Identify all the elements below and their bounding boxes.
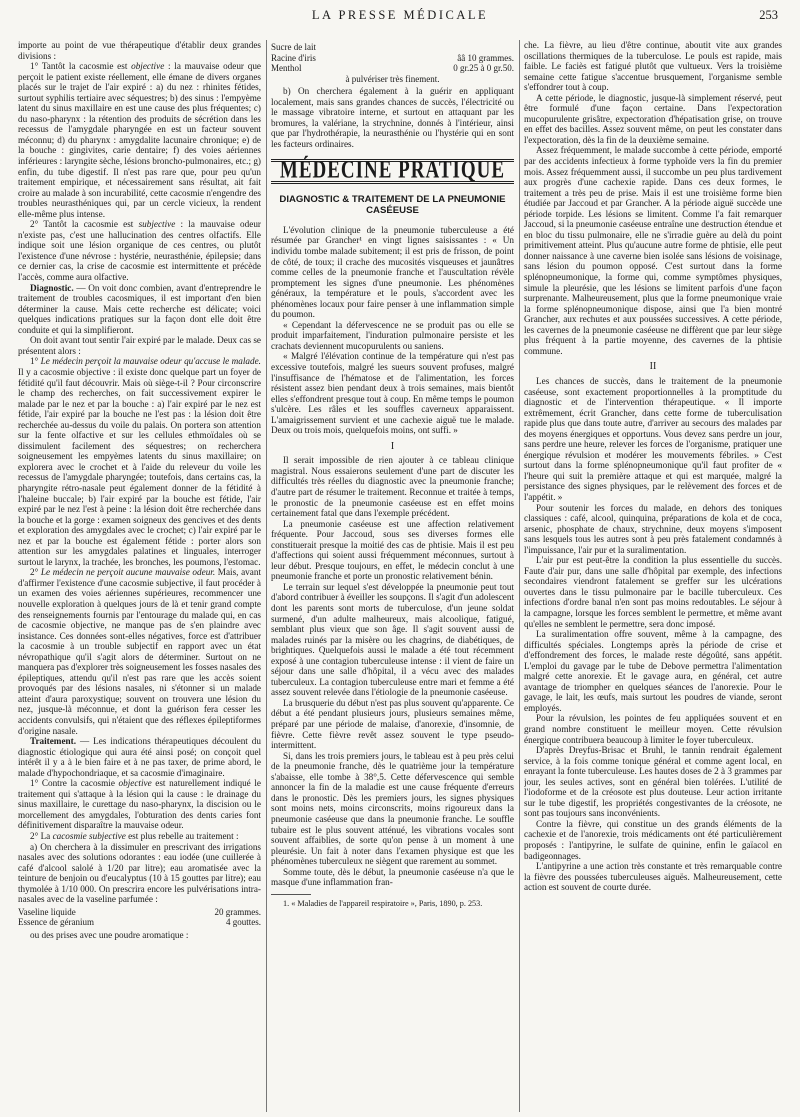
paragraph: La brusquerie du début n'est pas plus souvent qu'apparente. Ce début a été pendant plusieurs jours, plusieurs semaines même, préparé par une période de malaise, d'anorexie, d'insomnie, de fièvre. Cette fièvre revêt assez souvent le type pseudo-intermittent. bbox=[271, 697, 514, 751]
paragraph: Assez fréquemment, le malade succombe à cette période, emporté par des accidents infectieux à forme typhoïde vers la fin du premier mois. Assez fréquemment aussi, il succombe un peu plus tardivement aux progrès d'une cachexie rapide. Dans ces deux formes, le traitement a très peu de prise. Mais il est une troisième forme bien étudiée par Jaccoud et par Grancher. A la période aiguë succède une période torpide. Les lésions se limitent. Comme l'a fait remarquer Jaccoud, si la pneumonie caséeuse entraîne une destruction étendue et en bloc du tissu pulmonaire, elle ne s'irradie guère au delà du point primitivement atteint. Plus qu'aucune autre forme de phtisie, elle peut donner naissance à une caverne bien isolée sans lésions de voisinage, sans lésion du poumon opposé. C'est surtout dans la forme splénopneumonique, la forme qui, comme symptômes physiques, simule la pleurésie, que les lésions se limitent parfois d'une façon surprenante. Malheureusement, plus que la forme pneumonique vraie la forme splénopneumonique dispose, ainsi que l'a bien montré Grancher, aux rechutes et aux poussées successives. A cette période, les cavernes de la pneumonie caséeuse ne diffèrent que par leur siège plus fréquent à la partie moyenne, des cavernes de la phtisie commune. bbox=[524, 145, 782, 356]
page-number: 253 bbox=[759, 8, 778, 22]
prescription-line: Vaseline liquide 20 grammes. bbox=[18, 906, 261, 917]
paragraph: Si, dans les trois premiers jours, le tableau est à peu près celui de la pneumonie franche, dès le quatrième jour la température s'abaisse, elle tombe à 38°,5. Cette défervescence qui semble annoncer la fin de la maladie est une cause fréquente d'erreurs dans le pronostic. Dès les premiers jours, les signes physiques sont moins nets, moins circonscrits, moins rigoureux dans la pneumonie caséeuse que dans la pneumonie franche. Le souffle tubaire est le plus souvent atténué, les vibrations vocales sont souvent affaiblies, de sorte qu'on pense à un moment à une pleurésie. Un fait à noter dans l'examen physique est que les phénomènes tuberculeux ne siègent que rarement au sommet. bbox=[271, 750, 514, 867]
run-in-heading: Traitement. bbox=[30, 736, 77, 747]
running-header bbox=[22, 8, 778, 26]
paragraph: 1° Le médecin perçoit la mauvaise odeur qu'accuse le malade. Il y a cacosmie objective : il existe donc quelque part un foyer de fétidité qu'il faut découvrir. Mais où siège-t-il ? Pour circonscrire le champ des recherches, on fait successivement expirer le malade par le nez et par la bouche : a) l'air expiré par le nez est fétide, l'air expiré par la bouche ne l'est pas : la lésion doit être recherchée au-dessus du voile du palais. On portera son attention sur la fente olfactive et sur les cellules ethmoïdales où se dissimulent facilement des séquestres; on recherchera soigneusement les empyèmes latents du sinus maxillaire; on explorera avec le crochet et à l'aide du releveur du voile les recessus de l'amygdale pharyngée; toutefois, dans certains cas, la pharyngite rétro-nasale peut également donner de la fétidité à l'haleine buccale; b) l'air expiré par la bouche est fétide, l'air expiré par le nez l'est à peine : la lésion doit être recherchée dans la bouche et la gorge : examen soigneux des gencives et des dents et exploration des amygdales avec le crochet; c) l'air expiré par le nez et par la bouche est également fétide : porter alors son attention sur les amygdales palatines et linguales, interroger surtout le larynx, la trachée, les bronches, les poumons, l'estomac. bbox=[18, 356, 261, 567]
section-banner bbox=[271, 156, 514, 185]
paragraph: A cette période, le diagnostic, jusque-là simplement réservé, peut être formulé d'une façon certaine. Dans l'expectoration mucopurulente grisâtre, expectoration d'hépatisation grise, on trouve en effet des bacilles. Assez souvent même, on peut les constater dans l'expectoration, dès la fin de la deuxième semaine. bbox=[524, 92, 782, 145]
paragraph: Contre la fièvre, qui constitue un des grands éléments de la cachexie et de l'anorexie, trois médicaments ont été particulièrement proposés : l'antipyrine, le sulfate de quinine, enfin le gaïacol en badigeonnages. bbox=[524, 818, 782, 861]
column-right bbox=[524, 40, 782, 1112]
journal-title: LA PRESSE MÉDICALE bbox=[311, 8, 489, 22]
paragraph: Le terrain sur lequel s'est développée la pneumonie peut tout d'abord contribuer à éveiller les soupçons. Il s'agit d'un adolescent dont les parents sont morts de tuberculose, d'un jeune soldat surmené, d'un adulte malheureux, mais alcoolique, fatigué, semblant plus vieux que son âge. Il s'agit souvent aussi de malades ruinés par la misère ou les chagrins, de diabétiques, de brightiques. Quelquefois aussi le malade a été tout récemment exposé à une contagion tuberculeuse intense : il vient de faire un séjour dans une salle d'hôpital, il a vécu avec des malades tuberculeux. La contagion tuberculeuse entre mari et femme a été assez souvent relevée dans l'étiologie de la pneumonie caséeuse. bbox=[271, 581, 514, 698]
paragraph: « Cependant la défervescence ne se produit pas ou elle se produit imparfaitement, l'induration pulmonaire persiste et les crachats deviennent mucopurulents ou saniens. bbox=[271, 319, 514, 351]
paragraph: importe au point de vue thérapeutique d'établir deux grandes divisions : bbox=[18, 40, 261, 61]
column-middle bbox=[271, 40, 514, 1112]
paragraph: 1° Tantôt la cacosmie est objective : la mauvaise odeur que perçoit le patient existe réellement, elle émane de divers organes placés sur le trajet de l'air expiré : a) du nez : rhinites fétides, surtout syphilis tertiaire avec séquestres; b) des sinus : l'empyème latent du sinus maxillaire en est une cause des plus fréquentes; c) du naso-pharynx : la rétention des produits de sécrétion dans les recessus de l'amygdale pharyngée en est un facteur souvent méconnu; d) du pharynx : amygdalite lacunaire chronique; e) de la bouche : gingivites, carie dentaire; f) des voies aériennes inférieures : laryngite sèche, lésions broncho-pulmonaires, etc.; g) enfin, du tube digestif. Il n'est pas rare que, pour peu qu'un traitement empirique, et nécessairement sans résultat, ait fait croire au malade à son incurabilité, cette cacosmie n'engendre des troubles neurasthéniques qui, par un cercle vicieux, la rendent elle-même plus intense. bbox=[18, 61, 261, 219]
article-title: DIAGNOSTIC & TRAITEMENT DE LA PNEUMONIE CASÉEUSE bbox=[279, 193, 506, 217]
paragraph: 2° Tantôt la cacosmie est subjective : la mauvaise odeur n'existe pas, c'est une hallucination des centres olfactifs. Elle indique soit une lésion organique de ces centres, ou plutôt l'existence d'une névrose : hystérie, neurasthénie, épilepsie; dans ce dernier cas, la crise de cacosmie est intermittente et précède l'accès, comme aura olfactive. bbox=[18, 219, 261, 283]
section-title: MÉDECINE PRATIQUE bbox=[279, 156, 506, 185]
paragraph: Somme toute, dès le début, la pneumonie caséeuse n'a que le masque d'une inflammation fran- bbox=[271, 866, 514, 888]
prescription-line: Menthol 0 gr.25 à 0 gr.50. bbox=[271, 63, 514, 73]
paragraph: 2° Le médecin ne perçoit aucune mauvaise odeur. Mais, avant d'affirmer l'existence d'une cacosmie subjective, il faut procéder à un examen des voies aériennes supérieures, recommencer une nouvelle exploration à quelques jours de là et tenir grand compte des renseignements fournis par l'entourage du malade qui, en cas de cacosmie objective, ne manque pas de s'en plaindre avec insistance. Ces données sont-elles négatives, force est d'attribuer la cacosmie à un trouble subjectif en rapport avec un état névropathique qu'il s'agit alors de déterminer. Surtout on ne manquera pas d'explorer très soigneusement les fosses nasales des épileptiques, attendu qu'il n'est pas rare que les accès soient provoqués par des lésions nasales, ni s'étonner si un malade atteint d'aura paroxystique; souvent on trouvera une lésion du nez, jusque-là méconnue, et dont la guérison fera cesser les accidents convulsifs, qui n'étaient que des réflexes épileptiformes d'origine nasale. bbox=[18, 567, 261, 736]
paragraph: ou des prises avec une poudre aromatique : bbox=[30, 929, 189, 940]
paragraph: che. La fièvre, au lieu d'être continue, aboutit vite aux grandes oscillations thermiques de la tuberculose. Le pouls est rapide, mais faible. Le faciès est fatigué plutôt que vultueux. Vers la troisième semaine cette fatigue s'accentue brusquement, l'organisme semble s'effondrer tout à coup. bbox=[524, 40, 782, 93]
footnote-rule bbox=[271, 894, 311, 895]
prescription bbox=[18, 907, 261, 928]
run-in-heading: Diagnostic. bbox=[30, 282, 74, 293]
prescription-line: Sucre de lait bbox=[271, 42, 316, 52]
paragraph: b) On cherchera également à la guérir en appliquant localement, mais sans grandes chances de succès, l'électricité ou le massage vibratoire interne, et surtout en attaquant par les bromures, la valériane, la strychnine, donnés à l'intérieur, ainsi que par l'hydrothérapie, la neurasthénie ou l'hystérie qui en sont les facteurs ordinaires. bbox=[271, 86, 514, 149]
paragraph: Les chances de succès, dans le traitement de la pneumonie caséeuse, sont exactement proportionnelles à la promptitude du diagnostic et de l'intervention thérapeutique. « Il importe extrêmement, écrit Grancher, dans cette forme de tuberculisation rapide plus que dans toute autre, d'arriver au secours des malades par des moyens énergiques et opportuns. Vous devez sans perdre un jour, sans perdre une heure, relever les forces de l'organisme, pratiquer une énergique révulsion et modérer les mouvements fébriles. » C'est surtout dans la forme splénopneumonique qu'il faut profiter de « l'heure qui suit la première attaque et qui est marquée, malgré la persistance des signes physiques, par le relèvement des forces et de l'appétit. » bbox=[524, 375, 782, 502]
paragraph: L'évolution clinique de la pneumonie tuberculeuse a été résumée par Grancher¹ en vingt lignes saisissantes : « Un individu tombe malade subitement; il est pris de frisson, de point de côté, de toux; il crache des mucosités visqueuses et jaunâtres comme celles de la pneumonie franche et l'auscultation révèle promptement les signes d'une pneumonie. Les phénomènes généraux, la température et le pouls, s'accordent avec les phénomènes locaux pour faire penser à une inflammation simple du poumon. bbox=[271, 224, 514, 320]
section-number: II bbox=[649, 361, 657, 373]
paragraph-traitement: Traitement. — Les indications thérapeutiques découlent du diagnostic étiologique qui aura été ainsi posé; on conçoit quel intérêt il y a à le bien faire et à ne pas taxer, de prime abord, le malade d'hypochondriaque, et sa cacosmie d'imaginaire. bbox=[18, 736, 261, 778]
footnote: 1. « Maladies de l'appareil respiratoire », Paris, 1890, p. 253. bbox=[283, 898, 483, 908]
paragraph: L'antipyrine a une action très constante et très remarquable contre la fièvre des poussées tuberculeuses aiguës. Malheureusement, cette action est souvent de courte durée. bbox=[524, 861, 782, 893]
paragraph: Pour soutenir les forces du malade, en dehors des toniques classiques : café, alcool, quinquina, préparations de kola et de coca, arsenic, phosphate de chaux, strychnine, deux moyens s'imposent sans lesquels tous les autres sont à peu près fatalement condamnés à l'impuissance, l'air pur et la suralimentation. bbox=[524, 502, 782, 555]
prescription-note: à pulvériser très finement. bbox=[345, 73, 440, 84]
column-left bbox=[18, 40, 261, 1112]
prescription bbox=[271, 42, 514, 84]
paragraph: La pneumonie caséeuse est une affection relativement fréquente. Pour Jaccoud, sous ses diverses formes elle constituerait presque la moitié des cas de phtisie. Mais il est peu d'affections qui soient aussi fréquemment méconnues, surtout à leur début. Presque toujours, en effet, le médecin conclut à une pneumonie franche et porte un pronostic relativement bénin. bbox=[271, 518, 514, 582]
paragraph: La suralimentation offre souvent, même à la campagne, des difficultés spéciales. Longtemps après la période de crise et d'effondrement des forces, le malade reste dégoûté, sans appétit. L'emploi du gavage par le tube de Debove permettra l'alimentation malgré cette anorexie. Et le gavage aura, en général, cet autre avantage de triompher en quelques séances de l'anorexie. Pour le gavage, le lait, les œufs, mais surtout les poudres de viande, seront employés. bbox=[524, 629, 782, 713]
column-divider bbox=[266, 40, 267, 1112]
paragraph: 1° Contre la cacosmie objective est naturellement indiqué le traitement qui s'attaque à la lésion qui la cause : le drainage du sinus maxillaire, le curettage du naso-pharynx, la discision ou le morcellement des amygdales, l'obturation des dents caries font définitivement disparaître la mauvaise odeur. bbox=[18, 778, 261, 831]
paragraph: 2° La cacosmie subjective est plus rebelle au traitement : bbox=[30, 831, 239, 842]
paragraph-diagnostic: Diagnostic. — On voit donc combien, avant d'entreprendre le traitement de troubles cacosmiques, il est important d'en bien déterminer la cause. Mais cette recherche est délicate; voici quelques indications pratiques sur la façon dont elle doit être conduite et qui la simplifieront. bbox=[18, 282, 261, 335]
section-number: I bbox=[390, 440, 395, 452]
prescription-line: Essence de géranium 4 gouttes. bbox=[18, 917, 261, 928]
paragraph: Il serait impossible de rien ajouter à ce tableau clinique magistral. Nous essaierons seulement d'une part de discuter les difficultés très réelles du diagnostic avec la pneumonie franche; d'autre part de résumer le traitement. Reconnue et traitée à temps, le pronostic de la pneumonie caséeuse est en effet moins certainement fatal que dans l'exemple précédent. bbox=[271, 455, 514, 519]
paragraph: « Malgré l'élévation continue de la température qui n'est pas excessive toutefois, malgré les sueurs souvent profuses, malgré l'insuffisance de l'hématose et de l'alimentation, les forces résistent assez bien pendant deux à trois semaines, mais bientôt elles s'effondrent presque tout à coup. En même temps le poumon s'ulcère. Les râles et les souffles caverneux apparaissent. L'amaigrissement survient et une cachexie aiguë tue le malade. Deux ou trois mois, quelquefois moins, ont suffi. » bbox=[271, 351, 514, 436]
prescription-line: Racine d'iris ââ 10 grammes. bbox=[271, 52, 514, 63]
paragraph: L'air pur est peut-être la condition la plus essentielle du succès. Faute d'air pur, dans une salle d'hôpital par exemple, des infections secondaires viendront fatalement se greffer sur les ulcérations ouvertes dans le tissu pulmonaire par le bacille tuberculeux. Ces infections d'ordre banal n'en sont pas moins redoutables. Le séjour à la campagne, lorsque les forces semblent le permettre, et même avant qu'elles ne semblent le permettre, sera donc imposé. bbox=[524, 555, 782, 629]
paragraph: D'après Dreyfus-Brisac et Bruhl, le tannin rendrait également service, à la fois comme tonique général et comme agent local, en enrayant la fonte tuberculeuse. Les hautes doses de 2 à 3 grammes par jour, les seules actives, sont en général bien tolérées. L'utilité de l'iodoforme et de la créosote est plus douteuse. Leur action irritante sur le tube digestif, les propriétés congestivantes de la créosote, ne sont pas toujours sans inconvénients. bbox=[524, 745, 782, 819]
paragraph: a) On cherchera à la dissimuler en prescrivant des irrigations nasales avec des solutions odorantes : eau iodée (une cuillerée à café d'alcool salolé à 1/20 par litre); eau aromatisée avec la teinture de benjoin ou d'eucalyptus (10 à 15 gouttes par litre); eau thymolée à 1/10 000. On prescrira encore les pulvérisations intra-nasales avec de la vaseline parfumée : bbox=[18, 841, 261, 905]
paragraph: On doit avant tout sentir l'air expiré par le malade. Deux cas se présentent alors : bbox=[18, 335, 261, 356]
paragraph: Pour la révulsion, les pointes de feu appliquées souvent et en grand nombre constituent le meilleur moyen. Cette révulsion énergique contribuera beaucoup à limiter le foyer tuberculeux. bbox=[524, 713, 782, 745]
column-divider bbox=[519, 40, 520, 1112]
